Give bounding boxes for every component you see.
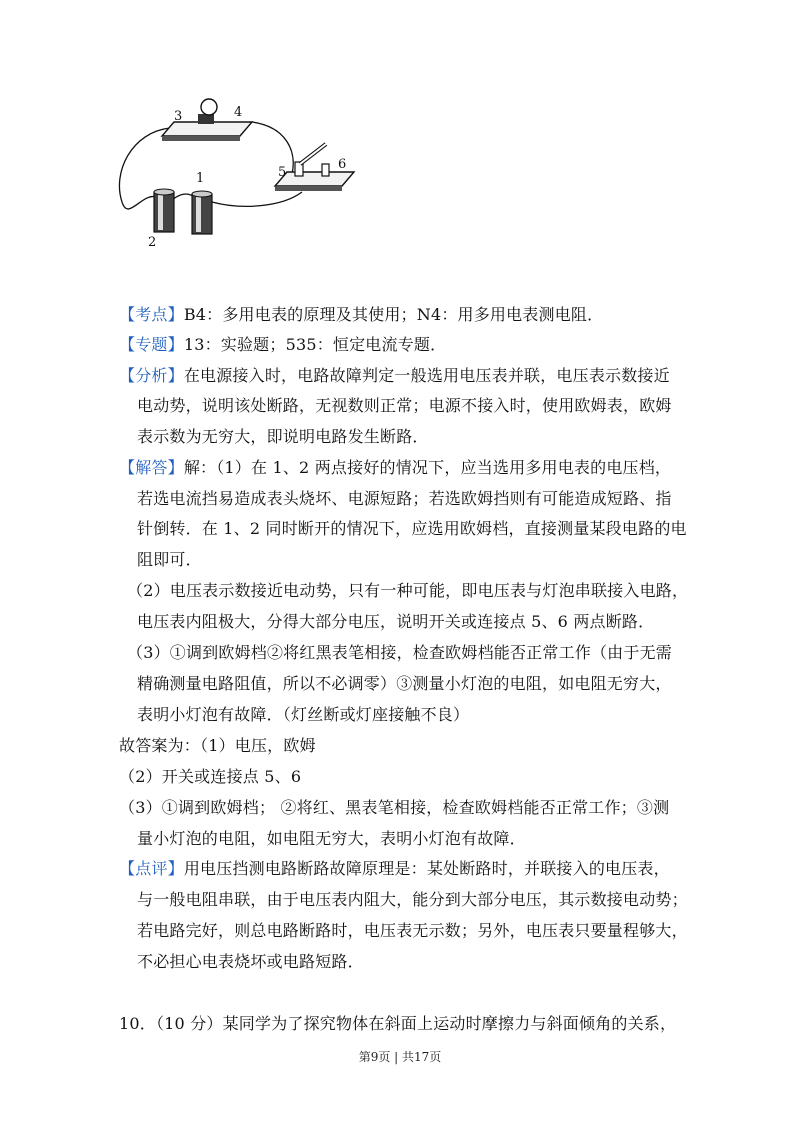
jieda-text-7: （3）①调到欧姆档②将红黑表笔相接，检查欧姆档能否正常工作（由于无需 [127,643,672,662]
jieda-text-8: 精确测量电路阻值，所以不必调零）③测量小灯泡的电阻，如电阻无穷大， [137,674,672,693]
dianping-text-3: 若电路完好，则总电路断路时，电压表无示数；另外，电压表只要量程够大， [137,921,688,940]
next-question: 10．（10 分）某同学为了探究物体在斜面上运动时摩擦力与斜面倾角的关系， [119,1014,677,1033]
label-3: 3 [174,109,183,124]
switch-board [275,172,354,186]
label-1: 1 [196,171,205,186]
dianping-tag: 【点评】 [119,859,184,878]
jieda-line-1 [119,458,671,478]
jieda-text-3: 针倒转．在 1、2 同时断开的情况下，应选用欧姆档，直接测量某段电路的电 [137,519,687,538]
dianping-line-1 [119,859,670,879]
zhuanti-tag: 【专题】 [119,335,184,354]
jieda-text-4: 阻即可． [137,550,202,569]
zhuanti-line [119,335,446,355]
jieda-text-2: 若选电流挡易造成表头烧坏、电源短路；若选欧姆挡则有可能造成短路、指 [137,489,672,508]
fenxi-text-1: 在电源接入时，电路故障判定一般选用电压表并联，电压表示数接近 [183,366,670,385]
jieda-tag: 【解答】 [119,458,184,477]
dianping-text-2: 与一般电阻串联，由于电压表内阻大，能分到大部分电压，其示数接电动势； [137,890,688,909]
answer-line-1: 故答案为：（1）电压，欧姆 [119,736,316,755]
jieda-text-9: 表明小灯泡有故障．（灯丝断或灯座接触不良） [137,705,470,724]
fenxi-tag: 【分析】 [119,366,184,385]
jieda-text-1: 解：（1）在 1、2 两点接好的情况下，应当选用多用电表的电压档， [183,458,672,477]
circuit-wire-bottom [212,192,302,206]
answer-line-4: 量小灯泡的电阻，如电阻无穷大，表明小灯泡有故障． [137,829,526,848]
label-6: 6 [338,157,347,172]
dianping-text-1: 用电压挡测电路断路故障原理是：某处断路时，并联接入的电压表， [183,859,670,878]
battery-right [192,194,212,234]
circuit-wire-right [252,122,293,174]
answer-line-3: （3）①调到欧姆档； ②将红、黑表笔相接，检查欧姆档能否正常工作；③测 [119,798,670,817]
lamp-board [162,122,252,136]
page-footer: 第9页 | 共17页 [358,1050,442,1064]
dianping-text-4: 不必担心电表烧坏或电路短路． [137,952,364,971]
kaodian-line [119,305,603,325]
jieda-text-5: （2）电压表示数接近电动势，只有一种可能，即电压表与灯泡串联接入电路， [127,581,689,600]
lamp-bulb [201,99,217,115]
fenxi-text-3: 表示数为无穷大，即说明电路发生断路． [137,427,429,446]
zhuanti-text: 13：实验题；535：恒定电流专题． [183,335,447,354]
fenxi-text-2: 电动势，说明该处断路，无视数则正常；电源不接入时，使用欧姆表，欧姆 [137,396,672,415]
label-4: 4 [234,105,243,120]
answer-line-2: （2）开关或连接点 5、6 [119,767,302,786]
kaodian-text: B4：多用电表的原理及其使用；N4：用多用电表测电阻． [183,305,604,324]
jieda-text-6: 电压表内阻极大，分得大部分电压，说明开关或连接点 5、6 两点断路． [137,612,655,631]
battery-left [154,192,174,232]
fenxi-line-1 [119,366,670,386]
label-5: 5 [278,165,287,180]
kaodian-tag: 【考点】 [119,305,184,324]
label-2: 2 [148,235,157,250]
circuit-figure [112,92,372,252]
